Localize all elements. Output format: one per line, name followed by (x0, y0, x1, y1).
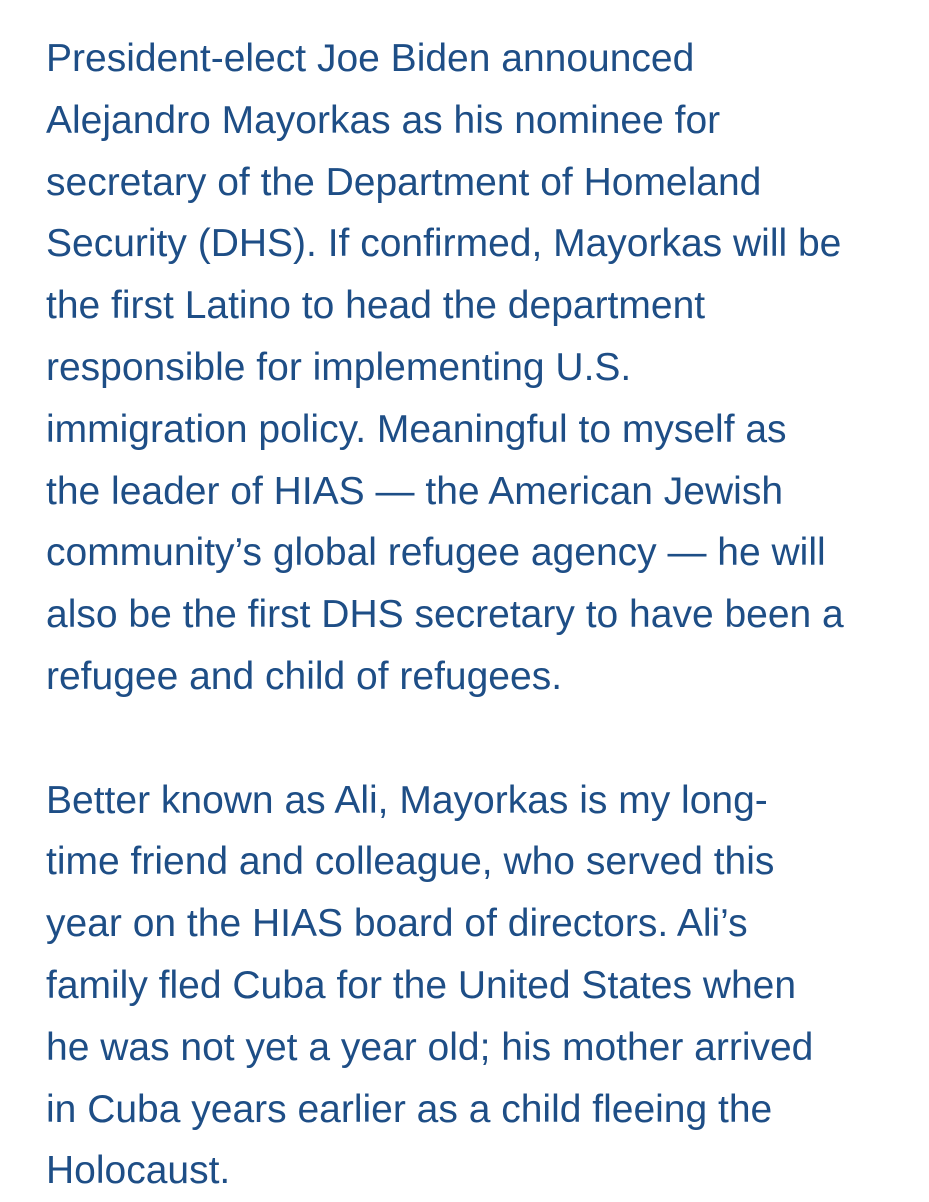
text-line: in Cuba years earlier as a child fleeing the (46, 1087, 773, 1131)
text-line: Holocaust. (46, 1149, 231, 1193)
text-line: community’s global refugee agency — he will (46, 531, 826, 575)
text-line: family fled Cuba for the United States when (46, 963, 797, 1007)
text-line: also be the first DHS secretary to have been a (46, 593, 844, 637)
text-line: the first Latino to head the department (46, 284, 706, 328)
paragraph-1 (46, 28, 906, 708)
text-line: secretary of the Department of Homeland (46, 160, 762, 204)
text-line: immigration policy. Meaningful to myself as (46, 407, 787, 451)
text-line: President-elect Joe Biden announced (46, 37, 695, 80)
text-line: the leader of HIAS — the American Jewish (46, 469, 784, 513)
text-line: refugee and child of refugees. (46, 654, 563, 698)
text-line: responsible for implementing U.S. (46, 345, 632, 389)
text-line: Security (DHS). If confirmed, Mayorkas will be (46, 222, 842, 266)
paragraph-2 (46, 770, 906, 1202)
text-line: time friend and colleague, who served this (46, 840, 775, 884)
text-line: Alejandro Mayorkas as his nominee for (46, 98, 721, 142)
text-line: Better known as Ali, Mayorkas is my long- (46, 778, 768, 822)
text-line: year on the HIAS board of directors. Ali’s (46, 902, 748, 946)
article-body (46, 28, 906, 1202)
text-line: he was not yet a year old; his mother arrived (46, 1025, 814, 1069)
